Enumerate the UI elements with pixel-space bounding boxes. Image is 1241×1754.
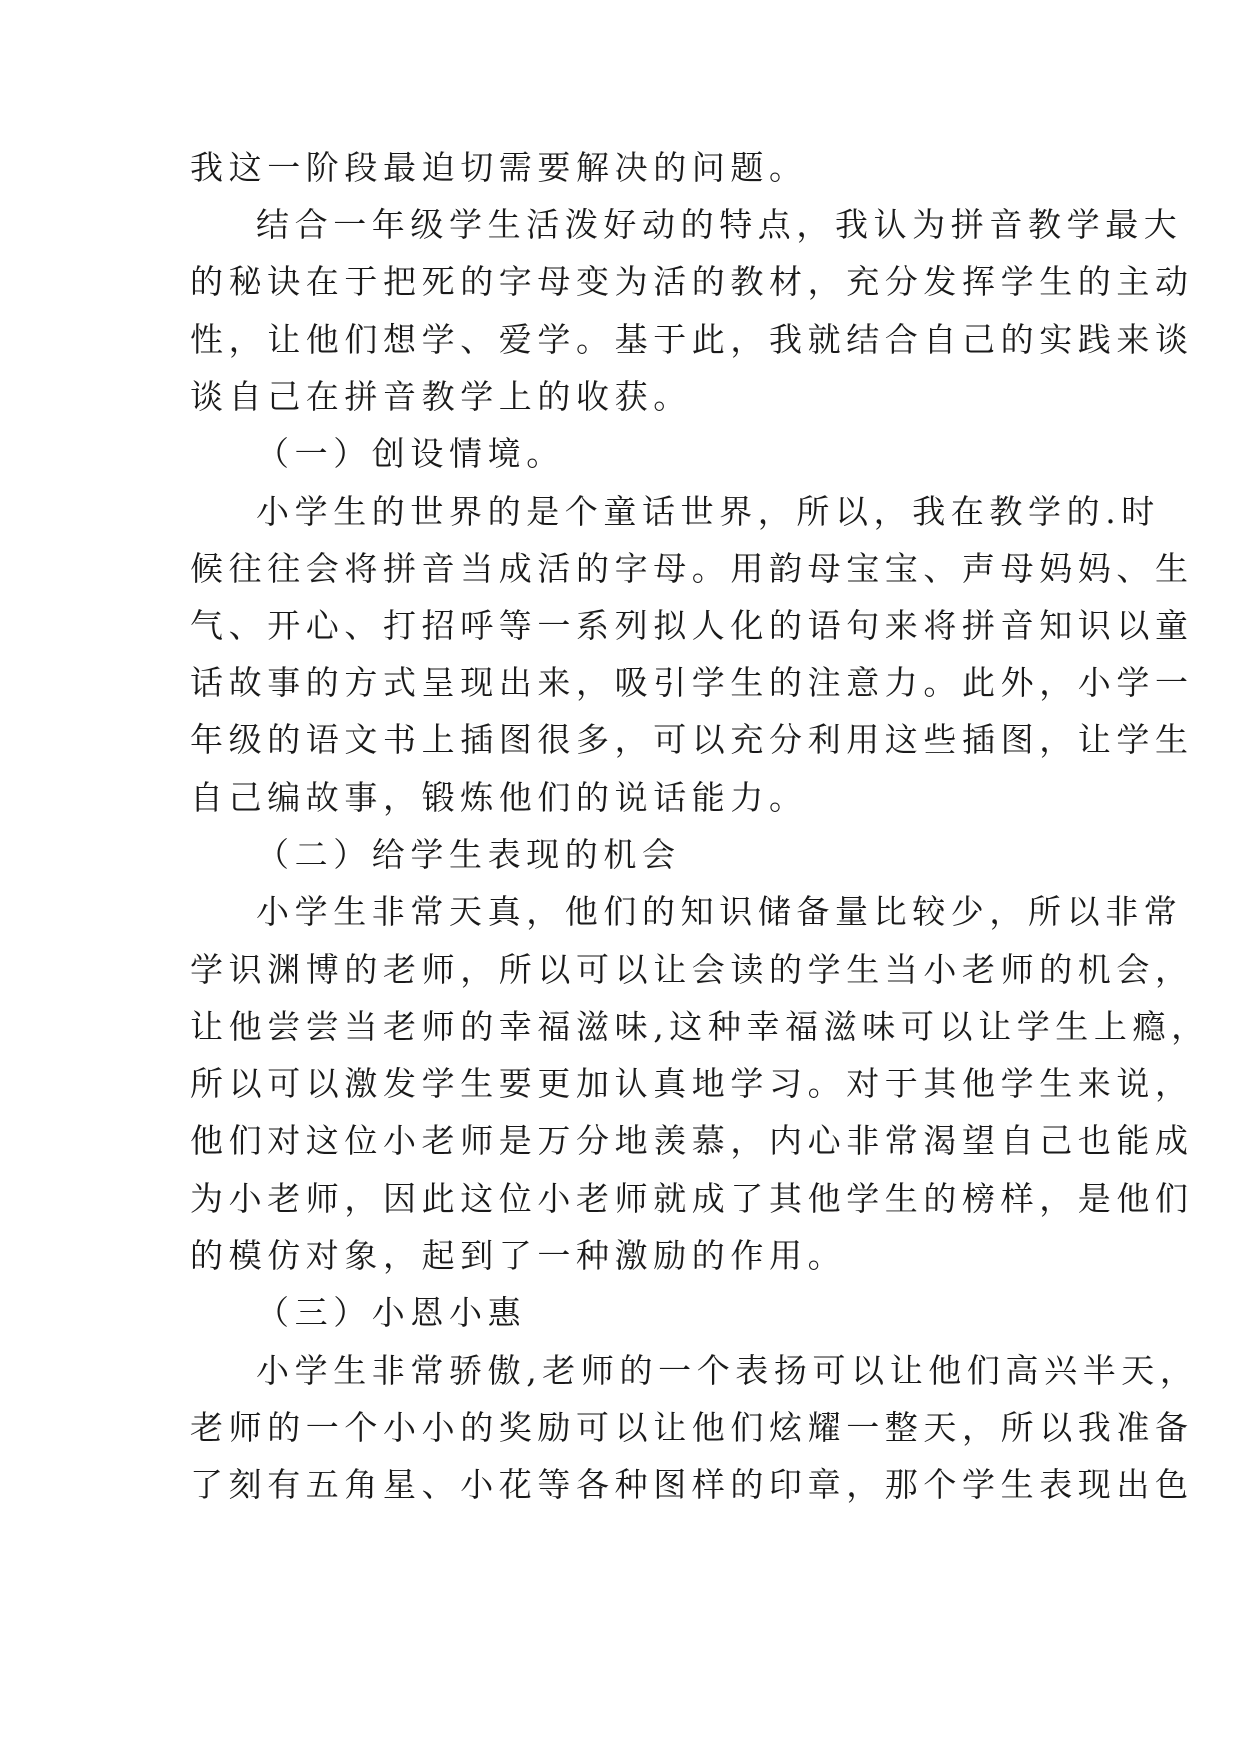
paragraph-line: 为小老师，因此这位小老师就成了其他学生的榜样，是他们: [190, 1179, 1194, 1218]
paragraph-line: 小学生的世界的是个童话世界，所以，我在教学的.时: [256, 492, 1160, 531]
paragraph-line: 他们对这位小老师是万分地羡慕，内心非常渴望自己也能成: [190, 1121, 1194, 1160]
paragraph-line: 自己编故事，锻炼他们的说话能力。: [190, 778, 808, 817]
paragraph-line: 话故事的方式呈现出来，吸引学生的注意力。此外，小学一: [190, 663, 1194, 702]
paragraph-line: 小学生非常骄傲,老师的一个表扬可以让他们高兴半天，: [256, 1351, 1199, 1390]
paragraph-line: 我这一阶段最迫切需要解决的问题。: [190, 148, 808, 187]
paragraph-line: 谈自己在拼音教学上的收获。: [190, 377, 692, 416]
paragraph-line: 所以可以激发学生要更加认真地学习。对于其他学生来说，: [190, 1064, 1194, 1103]
paragraph-line: 让他尝尝当老师的幸福滋味,这种幸福滋味可以让学生上瘾，: [190, 1007, 1210, 1046]
section-heading: （二）给学生表现的机会: [256, 835, 681, 874]
paragraph-line: 候往往会将拼音当成活的字母。用韵母宝宝、声母妈妈、生: [190, 549, 1194, 588]
paragraph-line: 了刻有五角星、小花等各种图样的印章，那个学生表现出色: [190, 1465, 1194, 1504]
section-heading: （一）创设情境。: [256, 434, 565, 473]
paragraph-line: 气、开心、打招呼等一系列拟人化的语句来将拼音知识以童: [190, 606, 1194, 645]
section-heading: （三）小恩小惠: [256, 1293, 527, 1332]
paragraph-line: 结合一年级学生活泼好动的特点，我认为拼音教学最大: [256, 205, 1183, 244]
paragraph-line: 的秘诀在于把死的字母变为活的教材，充分发挥学生的主动: [190, 262, 1194, 301]
paragraph-line: 年级的语文书上插图很多，可以充分利用这些插图，让学生: [190, 720, 1194, 759]
paragraph-line: 老师的一个小小的奖励可以让他们炫耀一整天，所以我准备: [190, 1408, 1194, 1447]
paragraph-line: 的模仿对象，起到了一种激励的作用。: [190, 1236, 847, 1275]
paragraph-line: 小学生非常天真，他们的知识储备量比较少，所以非常: [256, 892, 1183, 931]
paragraph-line: 性，让他们想学、爱学。基于此，我就结合自己的实践来谈: [190, 320, 1194, 359]
paragraph-line: 学识渊博的老师，所以可以让会读的学生当小老师的机会，: [190, 950, 1194, 989]
